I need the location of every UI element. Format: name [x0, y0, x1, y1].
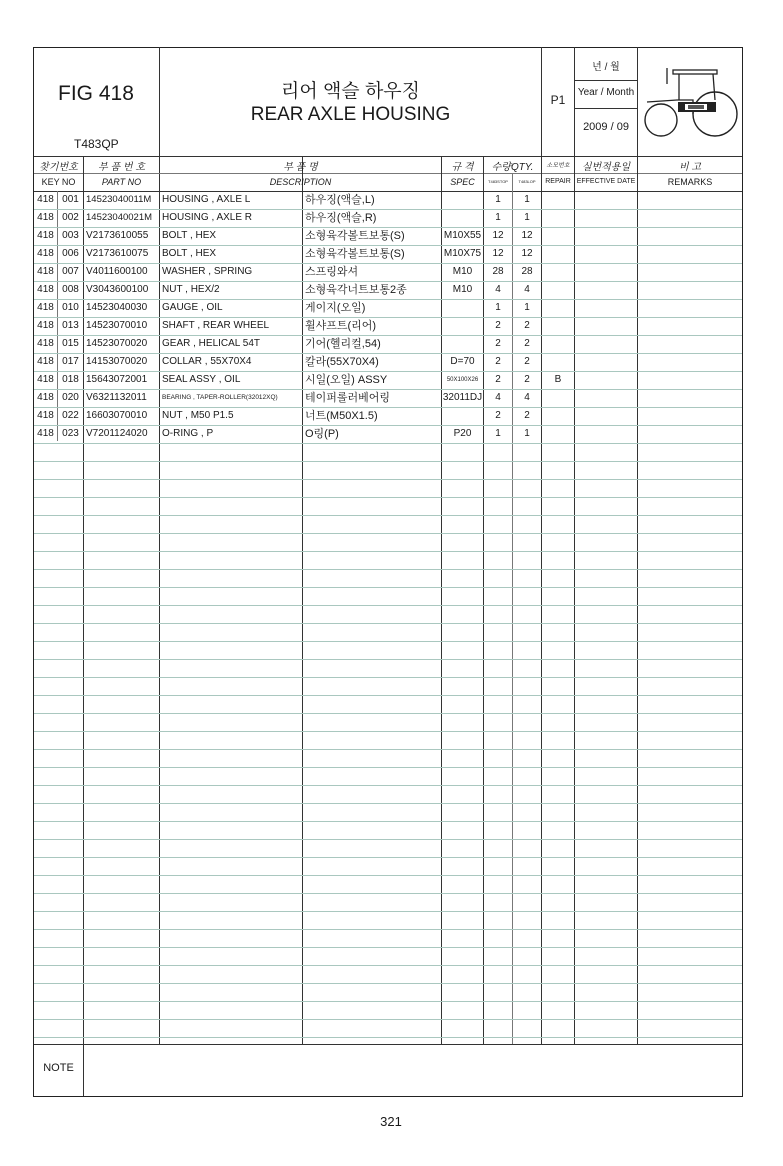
row-rule — [34, 911, 742, 912]
cell-q1: 2 — [495, 374, 501, 385]
cell-spec: M10X75 — [443, 248, 482, 259]
revision-date: 2009 / 09 — [583, 121, 629, 133]
cell-desc: GEAR , HELICAL 54T — [162, 338, 260, 349]
row-rule — [34, 659, 742, 660]
cell-repair — [542, 281, 574, 299]
cell-desc: SEAL ASSY , OIL — [162, 374, 241, 385]
cell-q2: 1 — [524, 302, 530, 313]
cell-part: 14523040021M — [86, 212, 153, 223]
cell-desc: BOLT , HEX — [162, 230, 217, 241]
cell-q1: 4 — [495, 392, 501, 403]
cell-kr: O링(P) — [305, 428, 339, 440]
cell-q2: 2 — [524, 410, 530, 421]
cell-q1: 1 — [495, 302, 501, 313]
cell-spec: D=70 — [450, 356, 475, 367]
cell-repair — [542, 425, 574, 443]
cell-kr: 소형육각볼트보통(S) — [305, 248, 405, 260]
cell-spec — [442, 299, 483, 317]
cell-q2: 2 — [524, 356, 530, 367]
cell-part: 14523040030 — [86, 302, 148, 313]
row-rule — [34, 569, 742, 570]
cell-key: 022 — [62, 410, 79, 421]
row-rule — [34, 857, 742, 858]
row-rule — [34, 965, 742, 966]
row-rule — [34, 533, 742, 534]
cell-q2: 12 — [521, 248, 533, 259]
cell-fig: 418 — [37, 284, 54, 295]
cell-q2: 28 — [521, 266, 533, 277]
year-month-korean: 년 / 월 — [592, 62, 620, 73]
cell-q1: 2 — [495, 338, 501, 349]
row-rule — [34, 461, 742, 462]
row-rule — [34, 551, 742, 552]
cell-part: V7201124020 — [86, 428, 148, 439]
header-ym-line — [574, 80, 637, 81]
cell-fig: 418 — [37, 266, 54, 277]
colhead-qty-korean: 수량QTY. — [491, 162, 534, 173]
cell-part: V2173610055 — [86, 230, 149, 241]
fig-number: FIG 418 — [58, 82, 134, 105]
cell-part: V6321132011 — [86, 392, 147, 403]
cell-spec: P20 — [453, 428, 472, 439]
cell-q1: 4 — [495, 284, 501, 295]
cell-part: 14523070020 — [86, 338, 148, 349]
row-rule — [34, 623, 742, 624]
row-rule — [34, 1019, 742, 1020]
row-rule — [34, 497, 742, 498]
cell-desc: GAUGE , OIL — [162, 302, 223, 313]
cell-part: V3043600100 — [86, 284, 149, 295]
row-rule — [34, 839, 742, 840]
cell-fig: 418 — [37, 194, 54, 205]
cell-spec: M10 — [452, 284, 473, 295]
tractor-icon — [641, 62, 739, 140]
row-rule — [34, 875, 742, 876]
cell-key: 006 — [62, 248, 79, 259]
cell-key: 017 — [62, 356, 79, 367]
cell-spec — [442, 335, 483, 353]
cell-kr: 소형육각너트보통2종 — [305, 284, 407, 296]
cell-part: 15643072001 — [86, 374, 148, 385]
cell-q1: 2 — [495, 356, 501, 367]
cell-repair — [542, 191, 574, 209]
cell-repair — [542, 317, 574, 335]
cell-kr: 하우징(액슬,L) — [305, 194, 375, 206]
cell-kr: 휠샤프트(리어) — [305, 320, 377, 332]
row-rule — [34, 929, 742, 930]
cell-desc: NUT , HEX/2 — [162, 284, 220, 295]
cell-kr: 너트(M50X1.5) — [305, 410, 378, 422]
colhead-spec-korean: 규 격 — [451, 162, 474, 173]
colhead-part-korean: 부 품 번 호 — [98, 162, 145, 173]
title-english: REAR AXLE HOUSING — [250, 104, 451, 125]
cell-q2: 1 — [524, 194, 530, 205]
cell-repair — [542, 389, 574, 407]
cell-q2: 4 — [524, 392, 530, 403]
row-rule — [34, 821, 742, 822]
cell-part: 16603070010 — [86, 410, 148, 421]
colhead-repair-korean: 소모번호 — [546, 163, 570, 169]
cell-key: 020 — [62, 392, 79, 403]
note-label: NOTE — [43, 1062, 74, 1074]
colhead-desc-korean: 부 품 명 — [283, 162, 318, 173]
cell-part: V2173610075 — [86, 248, 149, 259]
cell-key: 015 — [62, 338, 79, 349]
cell-fig: 418 — [37, 428, 54, 439]
cell-fig: 418 — [37, 410, 54, 421]
row-rule — [34, 1001, 742, 1002]
note-divider — [83, 1044, 84, 1096]
colhead-remarks-korean: 비 고 — [678, 162, 702, 173]
page-code: P1 — [550, 93, 566, 107]
cell-q1: 12 — [492, 230, 504, 241]
row-rule — [34, 785, 742, 786]
title-korean: 리어 액슬 하우징 — [280, 81, 421, 102]
row-rule — [34, 695, 742, 696]
cell-q1: 12 — [492, 248, 504, 259]
cell-fig: 418 — [37, 302, 54, 313]
colhead-part: PART NO — [101, 177, 142, 187]
cell-repair — [542, 299, 574, 317]
cell-kr: 소형육각볼트보통(S) — [305, 230, 405, 242]
cell-fig: 418 — [37, 356, 54, 367]
cell-fig: 418 — [37, 338, 54, 349]
cell-desc: WASHER , SPRING — [162, 266, 253, 277]
colhead-repair: REPAIR — [545, 178, 571, 185]
page-number: 321 — [380, 1114, 402, 1129]
cell-desc: COLLAR , 55X70X4 — [162, 356, 252, 367]
row-rule — [34, 1037, 742, 1038]
cell-key: 010 — [62, 302, 79, 313]
cell-repair — [542, 407, 574, 425]
cell-q1: 1 — [495, 194, 501, 205]
cell-q1: 28 — [492, 266, 504, 277]
row-rule — [34, 443, 742, 444]
cell-kr: 하우징(액슬,R) — [305, 212, 377, 224]
cell-spec: 32011DJ — [442, 392, 483, 403]
cell-repair — [542, 227, 574, 245]
row-rule — [34, 731, 742, 732]
row-rule — [34, 677, 742, 678]
cell-spec — [442, 407, 483, 425]
cell-q1: 2 — [495, 410, 501, 421]
cell-kr: 스프링와셔 — [305, 266, 359, 278]
cell-q2: 12 — [521, 230, 533, 241]
row-rule — [34, 767, 742, 768]
year-month-label: Year / Month — [577, 87, 635, 98]
row-rule — [34, 749, 742, 750]
cell-kr: 기어(헬리컬,54) — [305, 338, 381, 350]
cell-key: 003 — [62, 230, 79, 241]
cell-fig: 418 — [37, 248, 54, 259]
cell-key: 007 — [62, 266, 79, 277]
cell-desc: HOUSING , AXLE L — [162, 194, 251, 205]
cell-fig: 418 — [37, 374, 54, 385]
cell-desc: SHAFT , REAR WHEEL — [162, 320, 270, 331]
colhead-mid-line — [34, 173, 742, 174]
cell-part: 14153070020 — [86, 356, 148, 367]
colhead-remarks: REMARKS — [667, 177, 713, 187]
cell-q2: 2 — [524, 320, 530, 331]
cell-q1: 1 — [495, 212, 501, 223]
cell-repair: B — [554, 374, 562, 385]
cell-key: 013 — [62, 320, 79, 331]
colhead-eff: EFFECTIVE DATE — [576, 178, 636, 185]
colhead-desc: DESCRIPTION — [269, 177, 332, 187]
cell-repair — [542, 263, 574, 281]
cell-desc: O-RING , P — [162, 428, 214, 439]
cell-fig: 418 — [37, 230, 54, 241]
row-rule — [34, 947, 742, 948]
cell-desc: NUT , M50 P1.5 — [162, 410, 234, 421]
cell-spec: 50X100X26 — [446, 377, 479, 383]
colhead-qty-a: T483STOP — [488, 179, 508, 184]
cell-key: 008 — [62, 284, 79, 295]
cell-part: 14523040011M — [86, 194, 152, 205]
model-code: T483QP — [74, 137, 119, 151]
cell-key: 002 — [62, 212, 79, 223]
cell-desc: HOUSING , AXLE R — [162, 212, 253, 223]
header-date-line — [574, 108, 637, 109]
colhead-qty-b: T483LOP — [518, 179, 536, 184]
cell-key: 018 — [62, 374, 79, 385]
header-divider-logo — [637, 47, 638, 156]
cell-key: 023 — [62, 428, 79, 439]
row-rule — [34, 893, 742, 894]
row-rule — [34, 479, 742, 480]
cell-kr: 게이지(오일) — [305, 302, 366, 314]
cell-fig: 418 — [37, 212, 54, 223]
cell-desc: BOLT , HEX — [162, 248, 217, 259]
col-divider-part — [159, 47, 160, 1044]
colhead-key: KEY NO — [41, 177, 76, 187]
header-bottom-line — [34, 156, 742, 157]
cell-spec: M10X55 — [443, 230, 482, 241]
colhead-eff-korean: 실번적용일 — [581, 162, 631, 173]
cell-fig: 418 — [37, 320, 54, 331]
colhead-key-korean: 찾기번호 — [39, 162, 78, 173]
cell-kr: 칼라(55X70X4) — [305, 356, 379, 368]
cell-key: 001 — [62, 194, 79, 205]
cell-q2: 4 — [524, 284, 530, 295]
row-rule — [34, 641, 742, 642]
cell-repair — [542, 353, 574, 371]
cell-spec — [442, 191, 483, 209]
row-rule — [34, 803, 742, 804]
row-rule — [34, 983, 742, 984]
row-rule — [34, 515, 742, 516]
cell-q2: 2 — [524, 374, 530, 385]
cell-repair — [542, 209, 574, 227]
row-rule — [34, 605, 742, 606]
cell-q1: 2 — [495, 320, 501, 331]
cell-repair — [542, 335, 574, 353]
cell-repair — [542, 245, 574, 263]
cell-kr: 테이퍼롤러베어링 — [305, 392, 391, 404]
cell-spec — [442, 209, 483, 227]
cell-part: 14523070010 — [86, 320, 148, 331]
cell-q1: 1 — [495, 428, 501, 439]
colhead-spec: SPEC — [450, 177, 475, 187]
note-top-line — [34, 1044, 742, 1045]
cell-kr: 시일(오일) ASSY — [305, 374, 388, 386]
cell-q2: 2 — [524, 338, 530, 349]
cell-q2: 1 — [524, 212, 530, 223]
row-rule — [34, 713, 742, 714]
cell-part: V4011600100 — [86, 266, 148, 277]
cell-spec — [442, 317, 483, 335]
cell-desc: BEARING , TAPER-ROLLER(32012XQ) — [162, 394, 278, 401]
cell-q2: 1 — [524, 428, 530, 439]
cell-spec: M10 — [452, 266, 473, 277]
cell-fig: 418 — [37, 392, 54, 403]
row-rule — [34, 587, 742, 588]
